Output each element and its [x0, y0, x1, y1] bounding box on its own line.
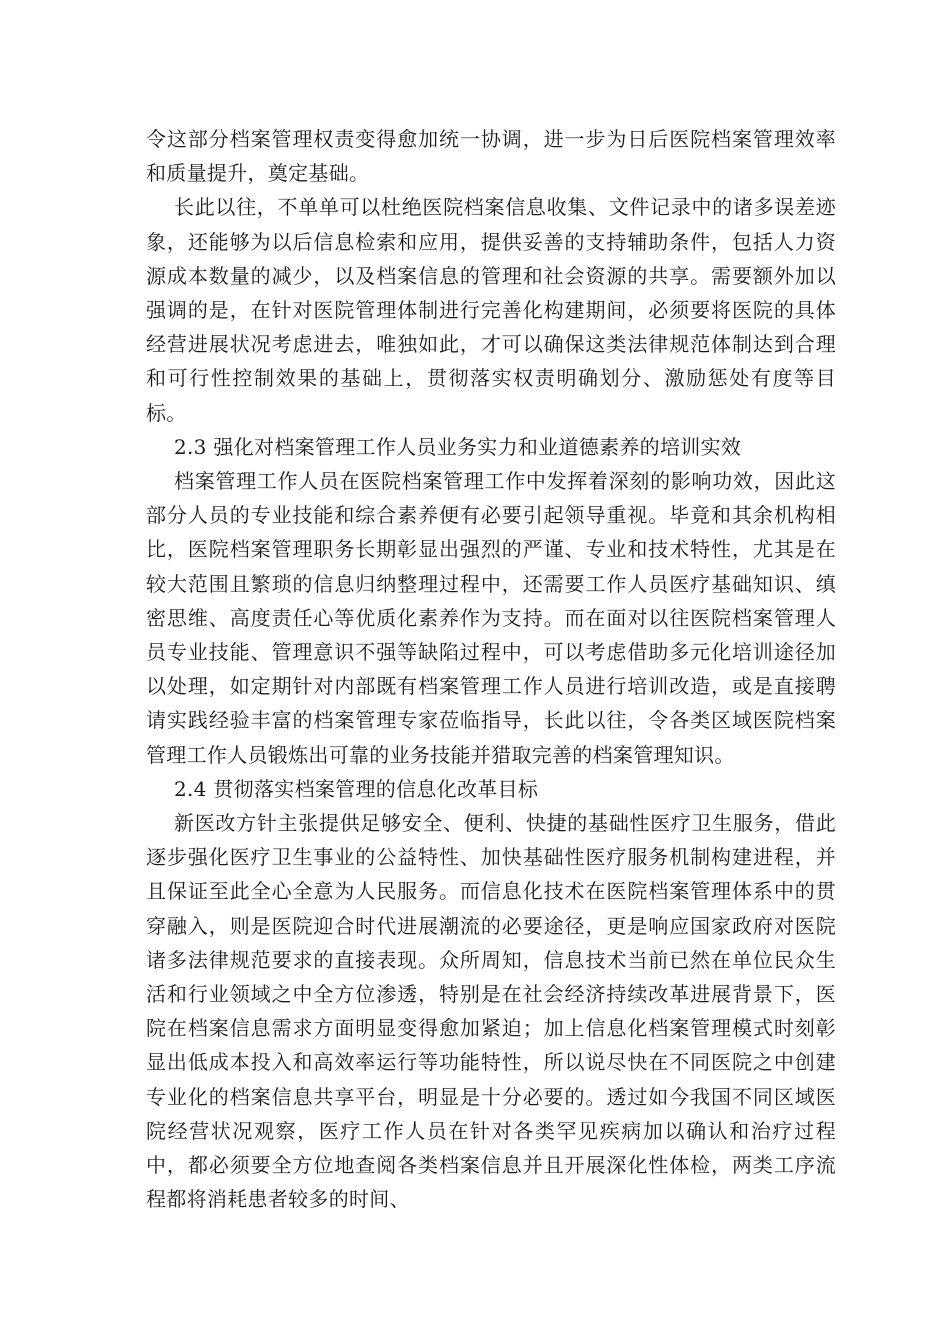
- paragraph-continuation: 令这部分档案管理权责变得愈加统一协调，进一步为日后医院档案管理效率和质量提升，奠定基础。: [146, 127, 836, 186]
- paragraph-informatization: 新医改方针主张提供足够安全、便利、快捷的基础性医疗卫生服务，借此逐步强化医疗卫生事业的公益特性、加快基础性医疗服务机制构建进程，并且保证至此全心全意为人民服务。而信息化技术在医院档案管理体系中的贯穿融入，则是医院迎合时代进展潮流的必要途径，更是响应国家政府对医院诸多法律规范要求的直接表现。众所周知，信息技术当前已然在单位民众生活和行业领域之中全方位渗透，特别是在社会经济持续改革进展背景下，医院在档案信息需求方面明显变得愈加紧迫；加上信息化档案管理模式时刻彰显出低成本投入和高效率运行等功能特性，所以说尽快在不同医院之中创建专业化的档案信息共享平台，明显是十分必要的。透过如今我国不同区域医院经营状况观察，医疗工作人员在针对各类罕见疾病加以确认和治疗过程中，都必须要全方位地查阅各类档案信息并且开展深化性体检，两类工序流程都将消耗患者较多的时间、: [146, 811, 836, 1212]
- section-heading-2-3: 2.3 强化对档案管理工作人员业务实力和业道德素养的培训实效: [174, 434, 742, 459]
- paragraph-staff-training: 档案管理工作人员在医院档案管理工作中发挥着深刻的影响功效，因此这部分人员的专业技能和综合素养便有必要引起领导重视。毕竟和其余机构相比，医院档案管理职务长期彰显出强烈的严谨、专业和技术特性，尤其是在较大范围且繁琐的信息归纳整理过程中，还需要工作人员医疗基础知识、缜密思维、高度责任心等优质化素养作为支持。而在面对以往医院档案管理人员专业技能、管理意识不强等缺陷过程中，可以考虑借助多元化培训途径加以处理，如定期针对内部既有档案管理工作人员进行培训改造，或是直接聘请实践经验丰富的档案管理专家莅临指导，长此以往，令各类区域医院档案管理工作人员锻炼出可靠的业务技能并猎取完善的档案管理知识。: [146, 469, 836, 767]
- document-body: [146, 122, 836, 1217]
- section-heading-2-4: 2.4 贯彻落实档案管理的信息化改革目标: [174, 776, 539, 801]
- paragraph-long-term-benefits: 长此以往，不单单可以杜绝医院档案信息收集、文件记录中的诸多误差迹象，还能够为以后信息检索和应用，提供妥善的支持辅助条件，包括人力资源成本数量的减少，以及档案信息的管理和社会资源的共享。需要额外加以强调的是，在针对医院管理体制进行完善化构建期间，必须要将医院的具体经营进展状况考虑进去，唯独如此，才可以确保这类法律规范体制达到合理和可行性控制效果的基础上，贯彻落实权责明确划分、激励惩处有度等目标。: [146, 195, 836, 425]
